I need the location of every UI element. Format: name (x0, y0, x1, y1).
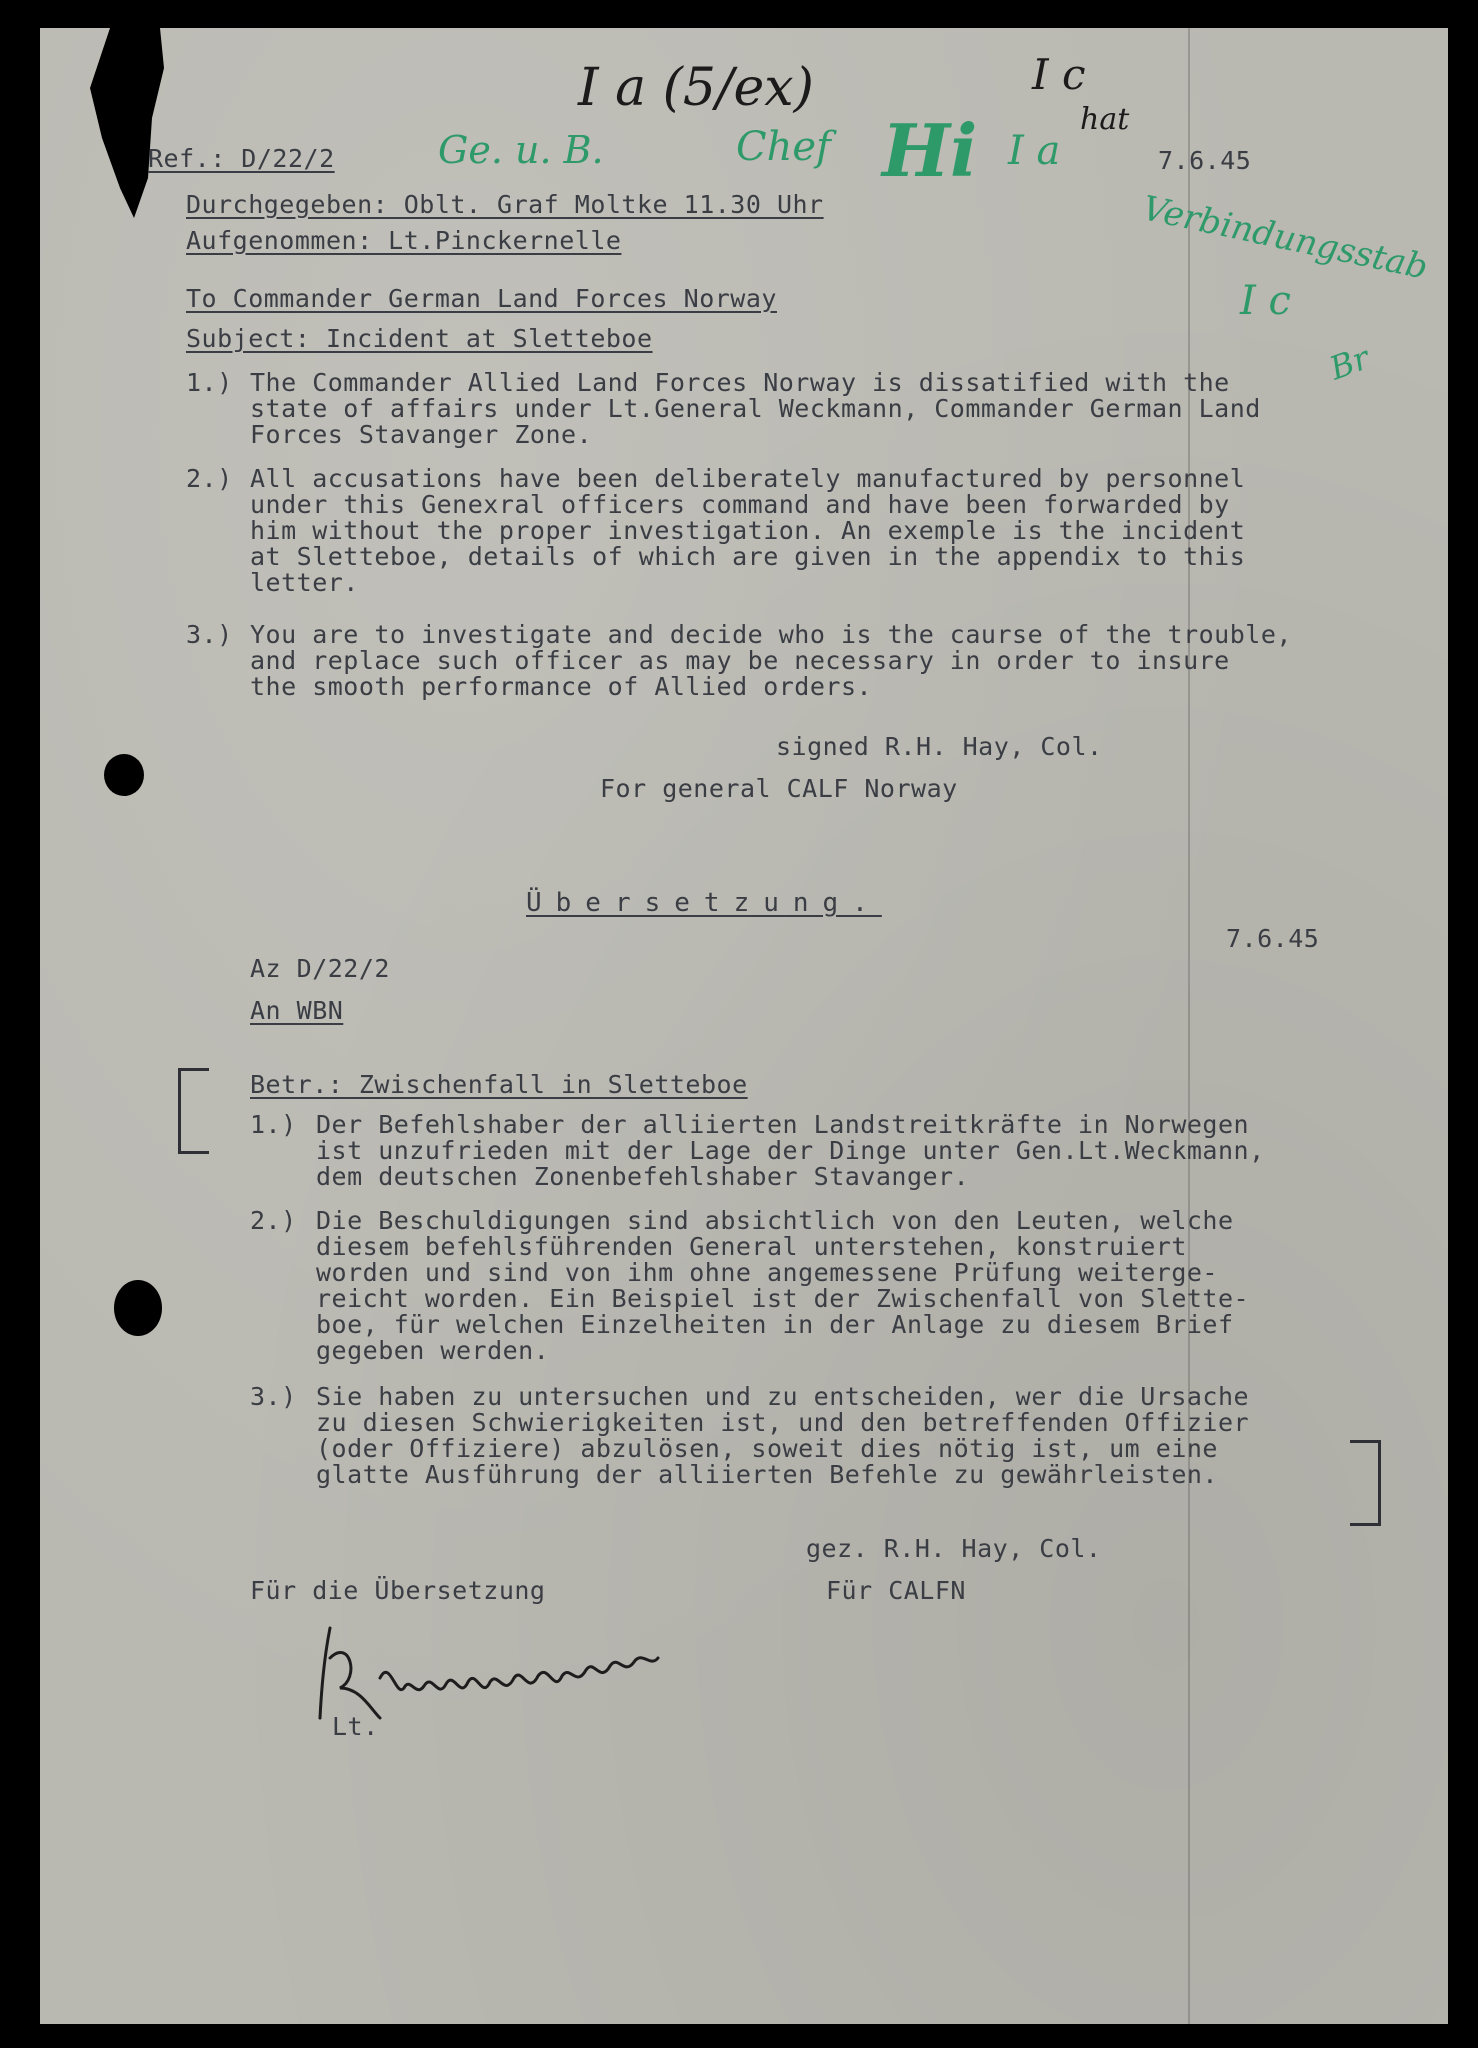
english-p3-number: 3.) (186, 620, 233, 649)
german-p2-number: 2.) (250, 1206, 297, 1235)
german-p3-line4: glatte Ausführung der alliierten Befehle zu gewährleisten. (316, 1460, 1218, 1489)
german-subject: Betr.: Zwischenfall in Sletteboe (250, 1070, 748, 1099)
english-p1-line2: state of affairs under Lt.General Weckmann, Commander German Land (250, 394, 1261, 423)
german-p2-line4: reicht worden. Ein Beispiel ist der Zwischenfall von Slette- (316, 1284, 1250, 1313)
handwritten-distribution: I a (5/ex) (578, 58, 814, 118)
translation-note: Für die Übersetzung (250, 1576, 546, 1605)
handwritten-green-gen: Ge. u. B. (438, 128, 604, 172)
received-by-line: Aufgenommen: Lt.Pinckernelle (186, 226, 622, 255)
german-for-line: Für CALFN (826, 1576, 966, 1605)
handwritten-green-initial: Hi (882, 108, 978, 193)
english-p3-line1: You are to investigate and decide who is the caurse of the trouble, (250, 620, 1292, 649)
sent-by-line: Durchgegeben: Oblt. Graf Moltke 11.30 Uhr (186, 190, 824, 219)
english-p2-line4: at Sletteboe, details of which are given in the appendix to this (250, 542, 1246, 571)
punch-hole-bottom (114, 1280, 162, 1336)
german-p1-line3: dem deutschen Zonenbefehlshaber Stavanger. (316, 1162, 970, 1191)
german-p3-number: 3.) (250, 1382, 297, 1411)
german-p3-line1: Sie haben zu untersuchen und zu entscheiden, wer die Ursache (316, 1382, 1250, 1411)
margin-bracket-right (1350, 1440, 1381, 1526)
recipient-line: To Commander German Land Forces Norway (186, 284, 777, 313)
fold-line (1188, 28, 1190, 2024)
translation-heading: Übersetzung. (526, 888, 882, 918)
english-p2-line5: letter. (250, 568, 359, 597)
reference-number: Ref.: D/22/2 (148, 144, 335, 173)
signature-rank: Lt. (332, 1712, 379, 1741)
english-p2-number: 2.) (186, 464, 233, 493)
handwritten-green-br: Br (1324, 338, 1375, 388)
english-for-line: For general CALF Norway (600, 774, 958, 803)
english-signed: signed R.H. Hay, Col. (776, 732, 1103, 761)
german-p2-line6: gegeben werden. (316, 1336, 550, 1365)
handwritten-green-chef: Chef (736, 124, 831, 170)
handwritten-green-ia: I a (1008, 128, 1061, 174)
english-p1-number: 1.) (186, 368, 233, 397)
english-p3-line3: the smooth performance of Allied orders. (250, 672, 873, 701)
english-p2-line3: him without the proper investigation. An exemple is the incident (250, 516, 1246, 545)
german-recipient: An WBN (250, 996, 344, 1025)
english-p2-line2: under this Genexral officers command and have been forwarded by (250, 490, 1230, 519)
handwritten-ic: I c (1032, 50, 1086, 99)
subject-line: Subject: Incident at Sletteboe (186, 324, 653, 353)
german-p1-number: 1.) (250, 1110, 297, 1139)
german-p2-line5: boe, für welchen Einzelheiten in der Anlage zu diesem Brief (316, 1310, 1234, 1339)
document-page (40, 28, 1448, 2024)
english-p1-line3: Forces Stavanger Zone. (250, 420, 593, 449)
handwritten-green-ic: I c (1240, 278, 1291, 324)
german-p2-line2: diesem befehlsführenden General unterstehen, konstruiert (316, 1232, 1187, 1261)
english-p3-line2: and replace such officer as may be necessary in order to insure (250, 646, 1230, 675)
german-reference: Az D/22/2 (250, 954, 390, 983)
english-p2-line1: All accusations have been deliberately manufactured by personnel (250, 464, 1246, 493)
margin-bracket-left (178, 1068, 209, 1154)
german-p2-line3: worden und sind von ihm ohne angemessene Prüfung weiterge- (316, 1258, 1218, 1287)
german-p3-line2: zu diesen Schwierigkeiten ist, und den betreffenden Offizier (316, 1408, 1250, 1437)
german-p3-line3: (oder Offiziere) abzulösen, soweit dies nötig ist, um eine (316, 1434, 1218, 1463)
german-signed: gez. R.H. Hay, Col. (806, 1534, 1102, 1563)
handwritten-green-note: Verbindungsstab (1139, 188, 1432, 288)
handwritten-hat: hat (1080, 102, 1130, 137)
english-p1-line1: The Commander Allied Land Forces Norway is dissatified with the (250, 368, 1230, 397)
date-english: 7.6.45 (1158, 146, 1252, 175)
german-p1-line2: ist unzufrieden mit der Lage der Dinge unter Gen.Lt.Weckmann, (316, 1136, 1265, 1165)
date-german: 7.6.45 (1226, 924, 1320, 953)
german-p2-line1: Die Beschuldigungen sind absichtlich von den Leuten, welche (316, 1206, 1234, 1235)
punch-hole-top (104, 754, 144, 796)
german-p1-line1: Der Befehlshaber der alliierten Landstreitkräfte in Norwegen (316, 1110, 1250, 1139)
torn-edge-shape (90, 28, 170, 228)
